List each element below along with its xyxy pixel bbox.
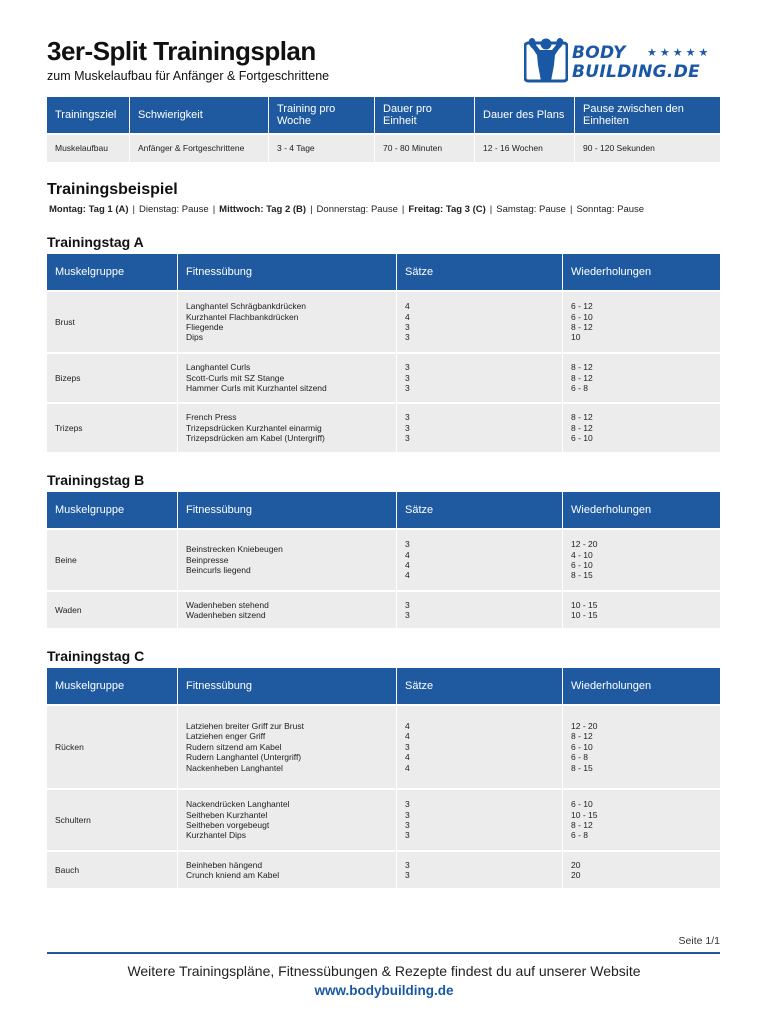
column-header: Sätze xyxy=(397,254,563,290)
reps-line: 8 - 12 xyxy=(571,412,593,423)
day-a-title: Trainingstag A xyxy=(47,234,144,250)
overview-header-cell: Trainingsziel xyxy=(47,97,130,133)
reps-cell xyxy=(563,528,720,590)
exercises-line: Beinpresse xyxy=(186,554,229,565)
schedule-separator: | xyxy=(401,204,405,215)
sets-line: 3 xyxy=(405,433,410,444)
reps-line: 8 - 15 xyxy=(571,762,593,773)
reps-cell xyxy=(563,290,720,352)
exercises-line: Beinheben hängend xyxy=(186,859,263,870)
schedule-separator: | xyxy=(132,204,135,215)
bodybuilding-logo[interactable] xyxy=(524,35,724,85)
footer-divider xyxy=(47,952,720,954)
reps-line: 10 - 15 xyxy=(571,599,598,610)
sets-line: 3 xyxy=(405,412,410,423)
muscle-group-cell: Brust xyxy=(47,290,178,352)
reps-line: 10 xyxy=(571,332,581,343)
schedule-value: Pause xyxy=(181,204,209,215)
exercises-line: Trizepsdrücken am Kabel (Untergriff) xyxy=(186,433,325,444)
logo-text-building: BUILDING.DE xyxy=(572,62,701,82)
sets-cell xyxy=(397,590,563,628)
muscle-group-cell: Rücken xyxy=(47,704,178,788)
overview-header-cell: Dauer des Plans xyxy=(475,97,575,133)
muscle-group-cell: Trizeps xyxy=(47,402,178,452)
column-header: Fitnessübung xyxy=(178,254,397,290)
exercises-line: Crunch kniend am Kabel xyxy=(186,870,280,880)
column-header: Muskelgruppe xyxy=(47,668,178,704)
table-row xyxy=(47,788,720,850)
reps-cell xyxy=(563,788,720,850)
schedule-separator: | xyxy=(310,204,313,215)
day-c-table xyxy=(47,668,720,888)
sets-line: 4 xyxy=(405,570,410,581)
table-row xyxy=(47,590,720,628)
day-c-title: Trainingstag C xyxy=(47,648,145,664)
example-heading: Trainingsbeispiel xyxy=(47,181,178,198)
sets-line: 3 xyxy=(405,809,410,820)
reps-line: 8 - 12 xyxy=(571,362,593,373)
reps-line: 8 - 15 xyxy=(571,570,593,581)
schedule-value: Pause xyxy=(617,204,645,215)
reps-line: 8 - 12 xyxy=(571,731,593,742)
day-a-table xyxy=(47,254,720,452)
exercises-line: Kurzhantel Flachbankdrücken xyxy=(186,311,299,322)
sets-line: 3 xyxy=(405,362,410,373)
sets-line: 3 xyxy=(405,820,410,830)
schedule-value: Pause xyxy=(539,204,566,215)
sets-cell xyxy=(397,850,563,888)
overview-value-cell: Muskelaufbau xyxy=(47,133,130,162)
reps-line: 8 - 12 xyxy=(571,322,593,332)
sets-line: 4 xyxy=(405,720,410,731)
exercises-cell xyxy=(178,352,397,402)
reps-line: 10 - 15 xyxy=(571,610,598,620)
exercises-line: Hammer Curls mit Kurzhantel sitzend xyxy=(186,383,327,394)
schedule-day: Montag: xyxy=(49,204,86,215)
schedule-day: Donnerstag: xyxy=(316,204,369,215)
overview-header-cell: Schwierigkeit xyxy=(130,97,269,133)
sets-line: 4 xyxy=(405,301,410,312)
exercises-line: Langhantel Curls xyxy=(186,362,251,373)
schedule-day: Dienstag: xyxy=(138,204,180,215)
reps-cell xyxy=(563,402,720,452)
sets-line: 4 xyxy=(405,762,410,773)
overview-table xyxy=(47,97,720,162)
sets-cell xyxy=(397,352,563,402)
schedule-value: Tag 1 (A) xyxy=(88,204,129,215)
muscle-group-cell: Schultern xyxy=(47,788,178,850)
sets-line: 3 xyxy=(405,539,410,550)
exercises-line: Beinstrecken Kniebeugen xyxy=(186,544,283,555)
overview-value-cell: Anfänger & Fortgeschrittene xyxy=(130,133,269,162)
schedule-separator: | xyxy=(212,204,216,215)
exercises-line: Rudern sitzend am Kabel xyxy=(186,741,282,752)
reps-cell xyxy=(563,352,720,402)
column-header: Muskelgruppe xyxy=(47,254,178,290)
schedule-day: Samstag: xyxy=(496,204,537,215)
overview-value-cell: 90 - 120 Sekunden xyxy=(575,133,720,162)
exercises-line: Nackendrücken Langhantel xyxy=(186,799,290,810)
muscle-group-cell: Bizeps xyxy=(47,352,178,402)
exercises-cell xyxy=(178,788,397,850)
sets-line: 3 xyxy=(405,830,410,841)
page-subtitle: zum Muskelaufbau für Anfänger & Fortgeschrittene xyxy=(47,69,330,83)
page-title: 3er-Split Trainingsplan xyxy=(47,36,316,66)
reps-line: 20 xyxy=(571,859,581,870)
muscle-group-cell: Waden xyxy=(47,590,178,628)
exercises-line: Wadenheben sitzend xyxy=(186,610,266,620)
exercises-line: Seitheben Kurzhantel xyxy=(186,809,268,820)
footer-text: Weitere Trainingspläne, Fitnessübungen & Rezepte findest du auf unserer Website xyxy=(127,963,641,979)
reps-cell xyxy=(563,850,720,888)
schedule-day: Mittwoch: xyxy=(219,204,264,215)
exercises-line: Rudern Langhantel (Untergriff) xyxy=(186,752,302,763)
bodybuilder-icon xyxy=(524,35,568,85)
reps-cell xyxy=(563,704,720,788)
reps-line: 6 - 8 xyxy=(571,830,589,841)
overview-value-cell: 12 - 16 Wochen xyxy=(475,133,575,162)
reps-line: 6 - 8 xyxy=(571,383,589,394)
sets-line: 4 xyxy=(405,752,410,763)
exercises-line: Fliegende xyxy=(186,322,224,332)
muscle-group-cell: Beine xyxy=(47,528,178,590)
sets-line: 3 xyxy=(405,741,410,752)
reps-line: 6 - 10 xyxy=(571,799,593,810)
reps-line: 8 - 12 xyxy=(571,372,593,383)
exercises-line: Seitheben vorgebeugt xyxy=(186,820,270,830)
schedule-separator: | xyxy=(569,204,573,215)
sets-line: 4 xyxy=(405,560,410,570)
exercises-line: Langhantel Schrägbankdrücken xyxy=(186,301,307,312)
sets-line: 4 xyxy=(405,731,410,742)
reps-line: 6 - 10 xyxy=(571,741,593,752)
logo-text-body: BODY xyxy=(572,43,626,63)
exercises-line: Beincurls liegend xyxy=(186,565,251,576)
exercises-cell xyxy=(178,528,397,590)
table-row xyxy=(47,850,720,888)
reps-line: 8 - 12 xyxy=(571,422,593,433)
schedule-day: Sonntag: xyxy=(576,204,615,215)
exercises-line: Scott-Curls mit SZ Stange xyxy=(186,372,285,383)
exercises-line: Nackenheben Langhantel xyxy=(186,762,283,773)
reps-line: 8 - 12 xyxy=(571,820,593,830)
sets-line: 3 xyxy=(405,610,410,620)
overview-value-cell: 3 - 4 Tage xyxy=(269,133,375,162)
sets-line: 3 xyxy=(405,383,410,394)
schedule-value: Pause xyxy=(370,204,398,215)
page-number: Seite 1/1 xyxy=(678,935,720,947)
website-link[interactable]: www.bodybuilding.de xyxy=(314,983,454,998)
sets-line: 3 xyxy=(405,599,410,610)
sets-line: 4 xyxy=(405,549,410,560)
sets-line: 3 xyxy=(405,859,410,870)
day-b-table xyxy=(47,492,720,628)
column-header: Muskelgruppe xyxy=(47,492,178,528)
table-row xyxy=(47,290,720,352)
sets-line: 3 xyxy=(405,322,410,332)
sets-cell xyxy=(397,788,563,850)
reps-line: 12 - 20 xyxy=(571,539,598,550)
column-header: Fitnessübung xyxy=(178,668,397,704)
overview-header-cell: Pause zwischen den Einheiten xyxy=(575,97,720,133)
exercises-cell xyxy=(178,402,397,452)
overview-header-cell: Dauer pro Einheit xyxy=(375,97,475,133)
reps-line: 20 xyxy=(571,870,581,880)
reps-line: 6 - 10 xyxy=(571,560,593,570)
reps-line: 10 - 15 xyxy=(571,809,598,820)
column-header: Sätze xyxy=(397,492,563,528)
schedule-value: Tag 3 (C) xyxy=(445,204,486,215)
exercises-cell xyxy=(178,850,397,888)
sets-line: 3 xyxy=(405,799,410,810)
exercises-line: French Press xyxy=(186,412,237,423)
schedule-day: Freitag: xyxy=(408,204,444,215)
sets-line: 3 xyxy=(405,870,410,880)
day-b-title: Trainingstag B xyxy=(47,472,145,488)
table-row xyxy=(47,352,720,402)
exercises-cell xyxy=(178,704,397,788)
muscle-group-cell: Bauch xyxy=(47,850,178,888)
overview-header-cell: Training pro Woche xyxy=(269,97,375,133)
exercises-line: Latziehen enger Griff xyxy=(186,731,266,742)
exercises-line: Wadenheben stehend xyxy=(186,599,269,610)
exercises-cell xyxy=(178,290,397,352)
column-header: Wiederholungen xyxy=(563,492,720,528)
column-header: Wiederholungen xyxy=(563,668,720,704)
column-header: Fitnessübung xyxy=(178,492,397,528)
weekly-schedule xyxy=(49,204,644,215)
reps-line: 4 - 10 xyxy=(571,549,593,560)
sets-cell xyxy=(397,402,563,452)
reps-line: 6 - 10 xyxy=(571,311,593,322)
reps-cell xyxy=(563,590,720,628)
sets-line: 3 xyxy=(405,372,410,383)
overview-value-cell: 70 - 80 Minuten xyxy=(375,133,475,162)
exercises-cell xyxy=(178,590,397,628)
exercises-line: Dips xyxy=(186,332,204,343)
sets-line: 4 xyxy=(405,311,410,322)
reps-line: 6 - 10 xyxy=(571,433,593,444)
sets-line: 3 xyxy=(405,422,410,433)
sets-cell xyxy=(397,528,563,590)
exercises-line: Trizepsdrücken Kurzhantel einarmig xyxy=(186,422,322,433)
column-header: Wiederholungen xyxy=(563,254,720,290)
sets-cell xyxy=(397,290,563,352)
sets-cell xyxy=(397,704,563,788)
table-row xyxy=(47,528,720,590)
exercises-line: Kurzhantel Dips xyxy=(186,830,247,841)
reps-line: 12 - 20 xyxy=(571,720,598,731)
table-row xyxy=(47,704,720,788)
table-row xyxy=(47,402,720,452)
column-header: Sätze xyxy=(397,668,563,704)
schedule-value: Tag 2 (B) xyxy=(266,204,307,215)
reps-line: 6 - 12 xyxy=(571,301,593,312)
reps-line: 6 - 8 xyxy=(571,752,589,763)
schedule-separator: | xyxy=(489,204,493,215)
logo-stars-icon: ★★★★★ xyxy=(647,47,712,59)
exercises-line: Latziehen breiter Griff zur Brust xyxy=(186,720,304,731)
sets-line: 3 xyxy=(405,332,410,343)
